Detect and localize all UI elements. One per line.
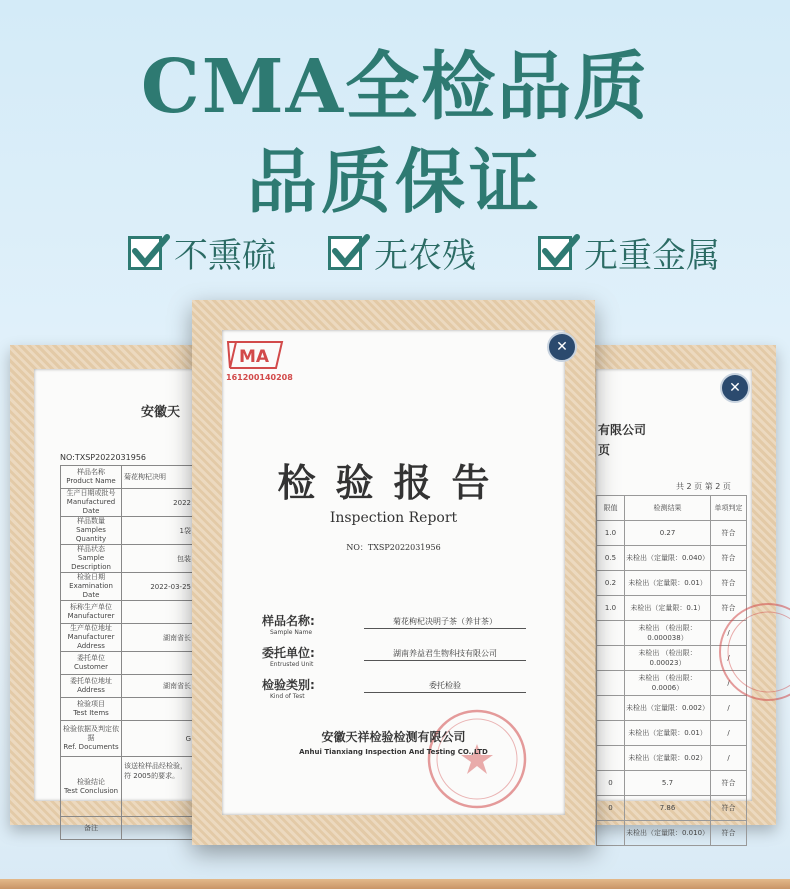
table-row: 检验项目 Test Items <box>61 698 194 721</box>
right-certificate-paper <box>596 369 752 837</box>
page-counter: 共 2 页 第 2 页 <box>676 482 731 491</box>
right-certificate-frame <box>586 345 776 837</box>
table-row: 未检出（定量限：0.01） / <box>597 721 747 746</box>
table-row: 委托单位 Customer <box>61 652 194 675</box>
feature-list <box>0 228 790 276</box>
checkbox-icon <box>328 236 362 270</box>
table-row: 生产日期或批号 Manufactured Date 2022 <box>61 489 194 517</box>
entrusted-unit-value: 湖南养益君生物科技有限公司 <box>364 648 526 661</box>
table-row: 样品状态 Sample Description 包装 <box>61 545 194 573</box>
report-number: NO：TXSP2022031956 <box>346 543 441 552</box>
left-company-name: 安徽天 <box>141 405 181 420</box>
table-row: 委托单位地址 Address 湖南省长 <box>61 675 194 698</box>
feature-item <box>128 228 276 277</box>
svg-text:MA: MA <box>239 347 270 367</box>
left-report-table <box>60 465 194 840</box>
right-company-name: 有限公司 <box>598 423 647 437</box>
table-row: 0.5 未检出（定量限：0.040） 符合 <box>597 546 747 571</box>
center-certificate-frame <box>192 300 595 845</box>
feature-label: 无农残 <box>374 236 476 276</box>
kind-of-test-value: 委托检验 <box>364 680 526 693</box>
table-row: 1.0 未检出（定量限：0.1） 符合 <box>597 596 747 621</box>
table-row: 未检出（定量限：0.010） 符合 <box>597 821 747 846</box>
left-report-number: NO:TXSP2022031956 <box>60 453 147 462</box>
table-row: 检验日期 Examination Date 2022-03-25 <box>61 573 194 601</box>
table-row: 0 7.86 符合 <box>597 796 747 821</box>
table-row: 0 5.7 符合 <box>597 771 747 796</box>
feature-item <box>328 228 476 277</box>
table-header: 限值 检测结果 单项判定 <box>597 496 747 521</box>
table-row: 未检出（定量限：0.002） / <box>597 696 747 721</box>
table-row: 未检出 （检出限：0.000038） / <box>597 621 747 646</box>
table-row: 生产单位地址 Manufacturer Address 湖南省长 <box>61 624 194 652</box>
table-row: 检验依据及判定依据 Ref. Documents G <box>61 721 194 757</box>
cma-qualification-number: 161200140208 <box>226 373 293 382</box>
table-row: 1.0 0.27 符合 <box>597 521 747 546</box>
table-row: 未检出 （检出限：0.0006） / <box>597 671 747 696</box>
table-row: 标称生产单位 Manufacturer <box>61 601 194 624</box>
bottom-wood-strip <box>0 879 790 889</box>
table-row: 样品名称 Product Name 菊花枸杞决明 <box>61 466 194 489</box>
center-certificate-paper <box>222 330 568 815</box>
feature-label: 无重金属 <box>584 236 720 276</box>
entrusted-unit-field: 委托单位: Entrusted Unit 湖南养益君生物科技有限公司 <box>262 644 315 668</box>
headline-cma: CMA全检品质 <box>140 44 650 130</box>
sample-name-value: 菊花枸杞决明子茶（养甘茶） <box>364 616 526 629</box>
checkbox-icon <box>128 236 162 270</box>
feature-label: 不熏硫 <box>174 236 276 276</box>
feature-item <box>538 228 720 277</box>
official-stamp-icon <box>422 704 532 814</box>
right-page-label: 页 <box>598 443 611 457</box>
table-row: 检验结论 Test Conclusion 该送检样品经检验，符 2005的要求。 <box>61 757 194 817</box>
table-row: 0.2 未检出（定量限：0.01） 符合 <box>597 571 747 596</box>
report-title-english: Inspection Report <box>329 510 458 526</box>
checkbox-icon <box>538 236 572 270</box>
kind-of-test-field: 检验类别: Kind of Test 委托检验 <box>262 676 315 700</box>
inspection-emblem-icon: ✕ <box>720 373 750 403</box>
left-certificate-frame <box>10 345 210 832</box>
issuer-name: 安徽天祥检验检测有限公司 <box>321 730 466 744</box>
issuer-name-english: Anhui Tianxiang Inspection And Testing CO.,LTD <box>299 748 488 756</box>
inspection-emblem-icon: ✕ <box>547 332 577 362</box>
table-row: 未检出 （检出限：0.00023） / <box>597 646 747 671</box>
table-row: 未检出（定量限：0.02） / <box>597 746 747 771</box>
report-title: 检验报告 <box>277 460 510 505</box>
cma-logo-icon <box>226 338 284 372</box>
table-row: 样品数量 Samples Quantity 1袋 <box>61 517 194 545</box>
sample-name-field: 样品名称: Sample Name 菊花枸杞决明子茶（养甘茶） <box>262 612 315 636</box>
headline-quality: 品质保证 <box>247 140 543 223</box>
table-row: 备注 <box>61 817 194 840</box>
left-certificate-paper <box>34 369 194 832</box>
official-stamp-icon <box>708 597 768 707</box>
